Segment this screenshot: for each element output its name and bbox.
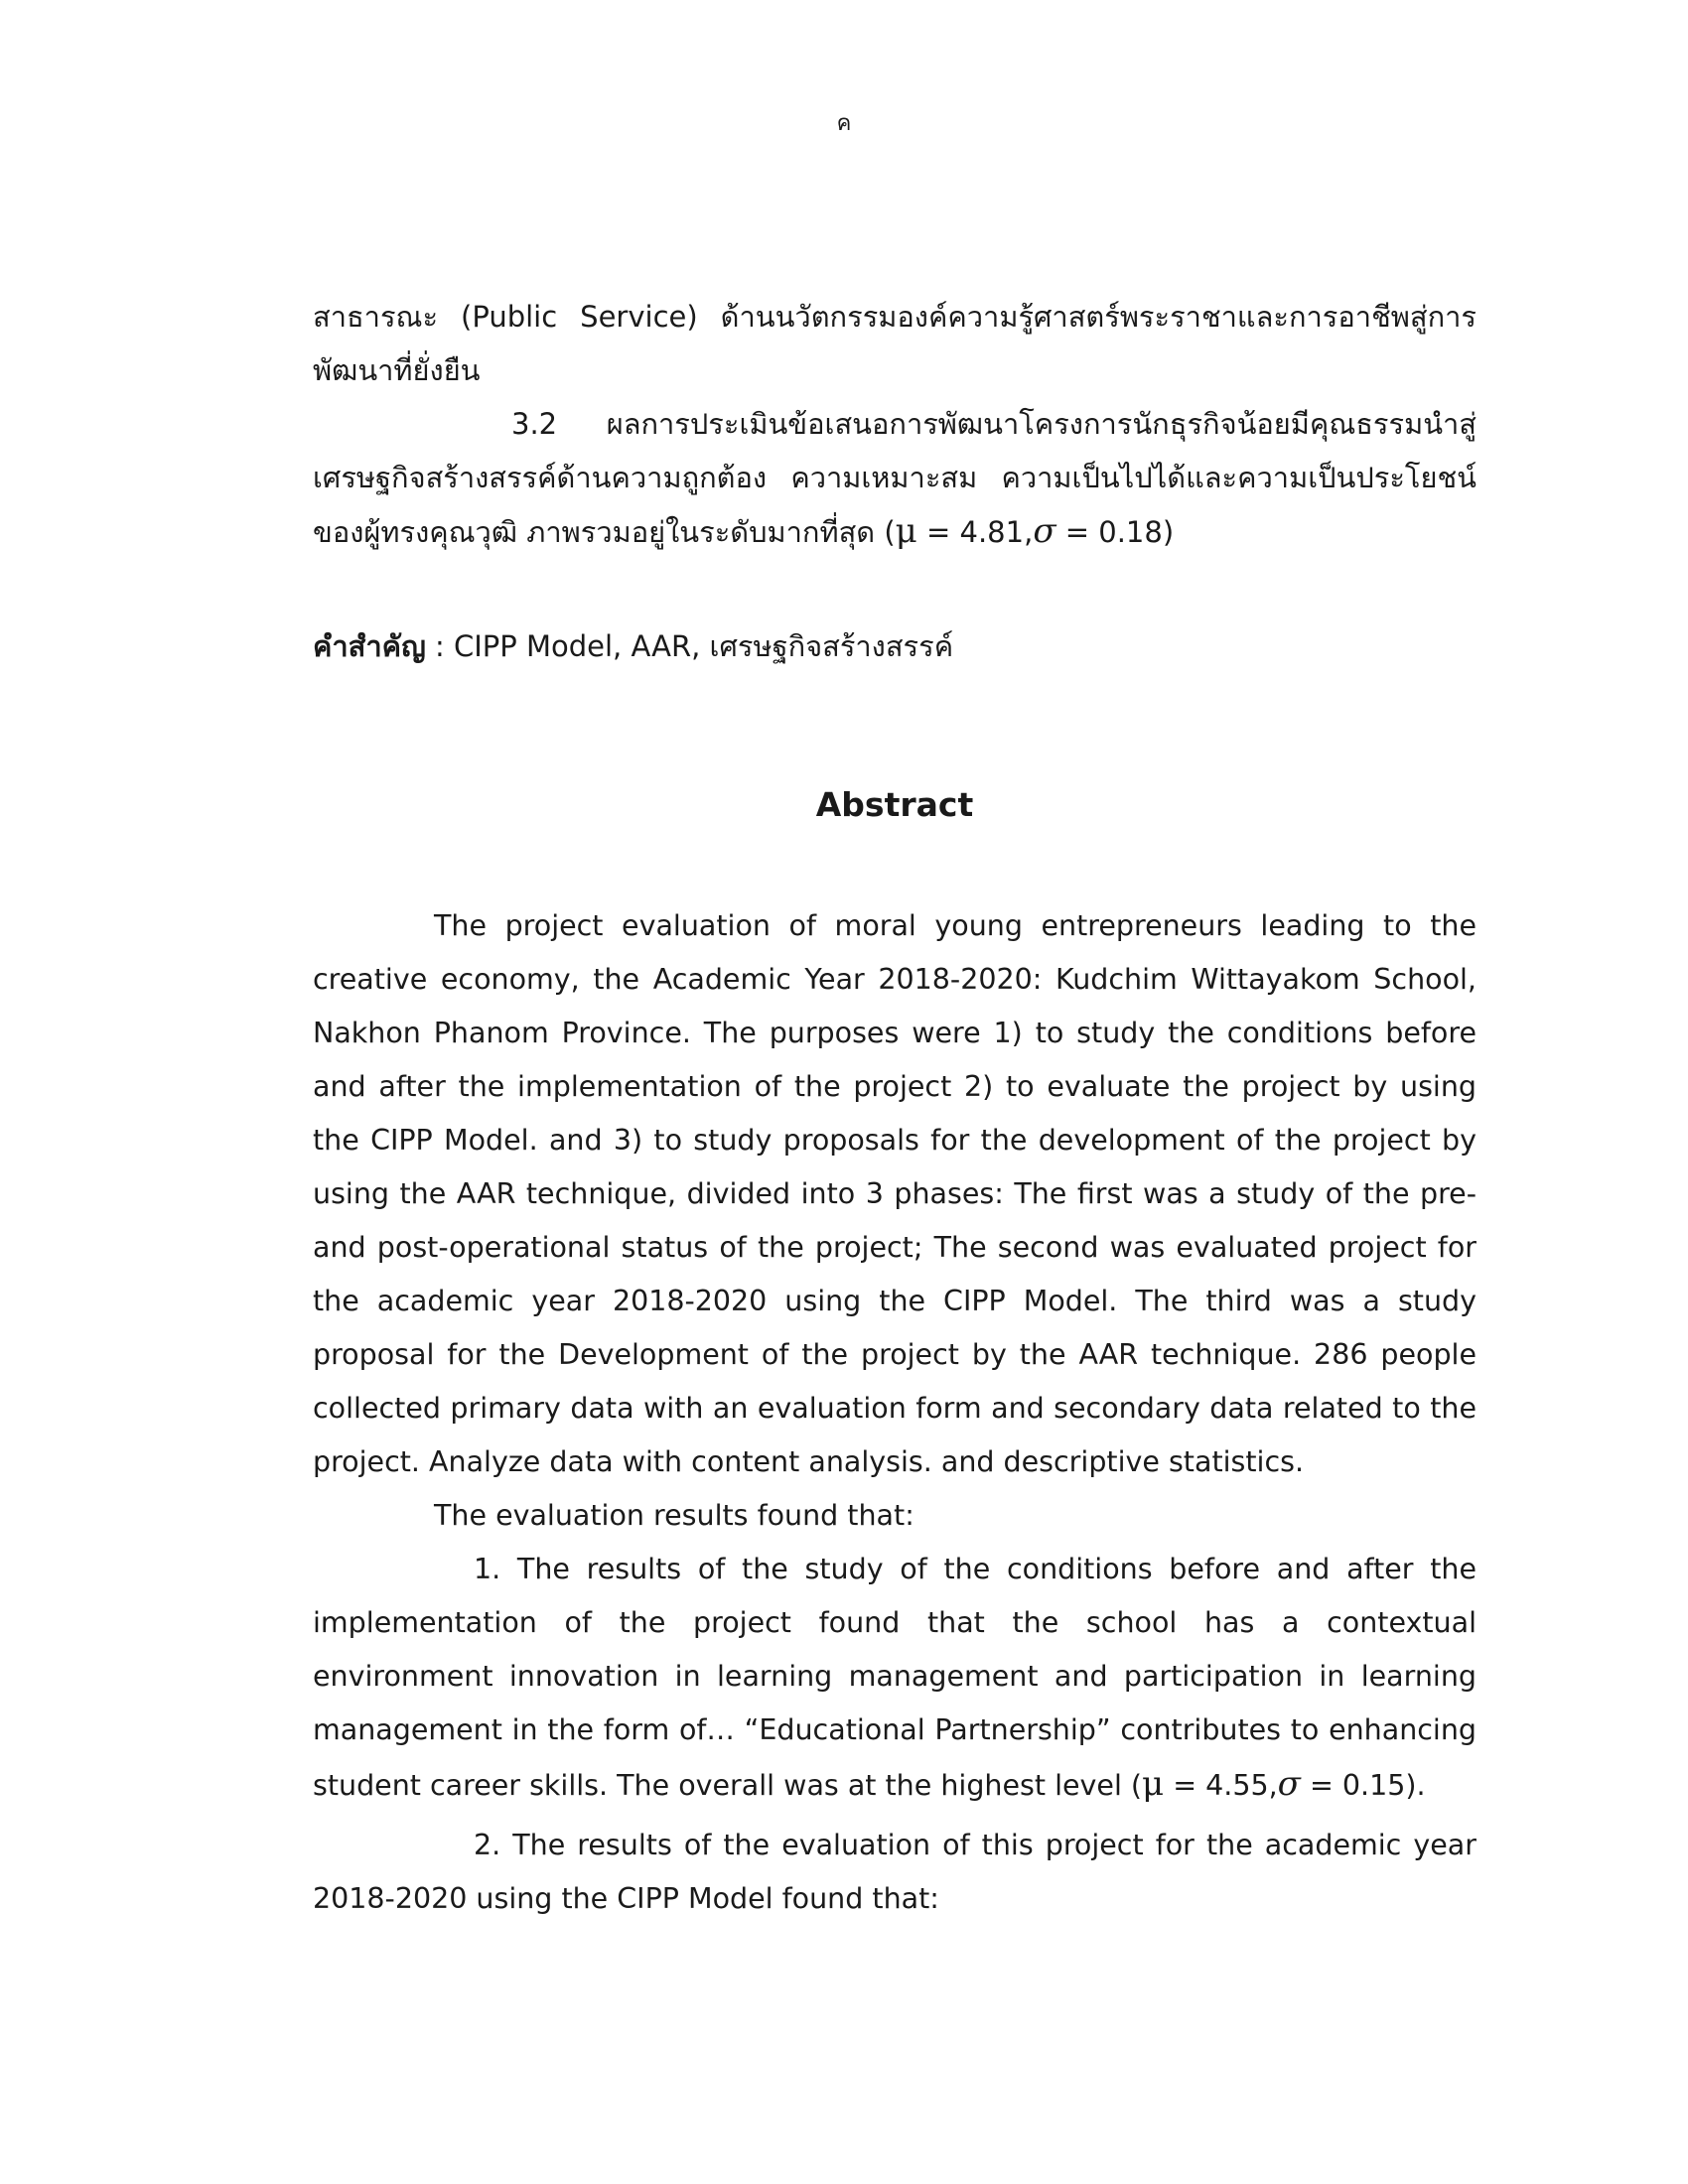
result-1-text: 1. The results of the study of the conditions before and after the implementation of the project found that the school has a contextual environment innovation in learning management and participation in learning management in the form of… “Educational Partnership” contributes to enhancing student career skills. The overall was at the highest level ( — [313, 1553, 1477, 1802]
sigma-value: = 0.18) — [1055, 515, 1175, 549]
result-1-statistic — [1142, 1764, 1426, 1804]
keywords-line — [313, 619, 1477, 673]
thai-section-3-2-text: 3.2 ผลการประเมินข้อเสนอการพัฒนาโครงการนักธุรกิจน้อยมีคุณธรรมนำสู่เศรษฐกิจสร้างสรรค์ด้านความถูกต้อง ความเหมาะสม ความเป็นไปได้และความเป็นประโยชน์ของผู้ทรงคุณวุฒิ ภาพรวมอยู่ในระดับมากที่สุด ( — [313, 407, 1477, 549]
mu-value: = 4.81, — [916, 515, 1034, 549]
keywords-text: : CIPP Model, AAR, เศรษฐกิจสร้างสรรค์ — [425, 629, 954, 663]
abstract-paragraph-1: The project evaluation of moral young entrepreneurs leading to the creative economy, the Academic Year 2018-2020: Kudchim Wittayakom School, Nakhon Phanom Province. The purposes were 1) to study the conditions before and after the implementation of the project 2) to evaluate the project by using the CIPP Model. and 3) to study proposals for the development of the project by using the AAR technique, divided into 3 phases: The first was a study of the pre-and post-operational status of the project; The second was evaluated project for the academic year 2018-2020 using the CIPP Model. The third was a study proposal for the Development of the project by the AAR technique. 286 people collected primary data with an evaluation form and secondary data related to the project. Analyze data with content analysis. and descriptive statistics. — [313, 909, 1477, 1478]
result-1-paragraph — [313, 1543, 1477, 1813]
thai-section-3-2 — [313, 397, 1477, 559]
abstract-body — [313, 899, 1477, 1926]
sigma-value: = 0.15). — [1300, 1769, 1426, 1802]
sigma-symbol: σ — [1033, 511, 1056, 551]
mu-symbol: μ — [895, 511, 917, 551]
page-number: ค — [836, 111, 852, 136]
abstract-heading: Abstract — [815, 785, 974, 824]
sigma-symbol: σ — [1277, 1764, 1301, 1804]
keywords-label: คำสำคัญ — [313, 629, 426, 663]
result-2-paragraph: 2. The results of the evaluation of this project for the academic year 2018-2020 using the CIPP Model found that: — [313, 1829, 1477, 1915]
mu-symbol: μ — [1142, 1764, 1165, 1804]
mu-value: = 4.55, — [1164, 1769, 1278, 1802]
thai-continuation-paragraph: สาธารณะ (Public Service) ด้านนวัตกรรมองค์ความรู้ศาสตร์พระราชาและการอาชีพสู่การพัฒนาที่ยั่งยืน — [313, 300, 1477, 387]
thai-section-3-2-statistic — [895, 511, 1175, 551]
results-intro: The evaluation results found that: — [434, 1499, 914, 1532]
